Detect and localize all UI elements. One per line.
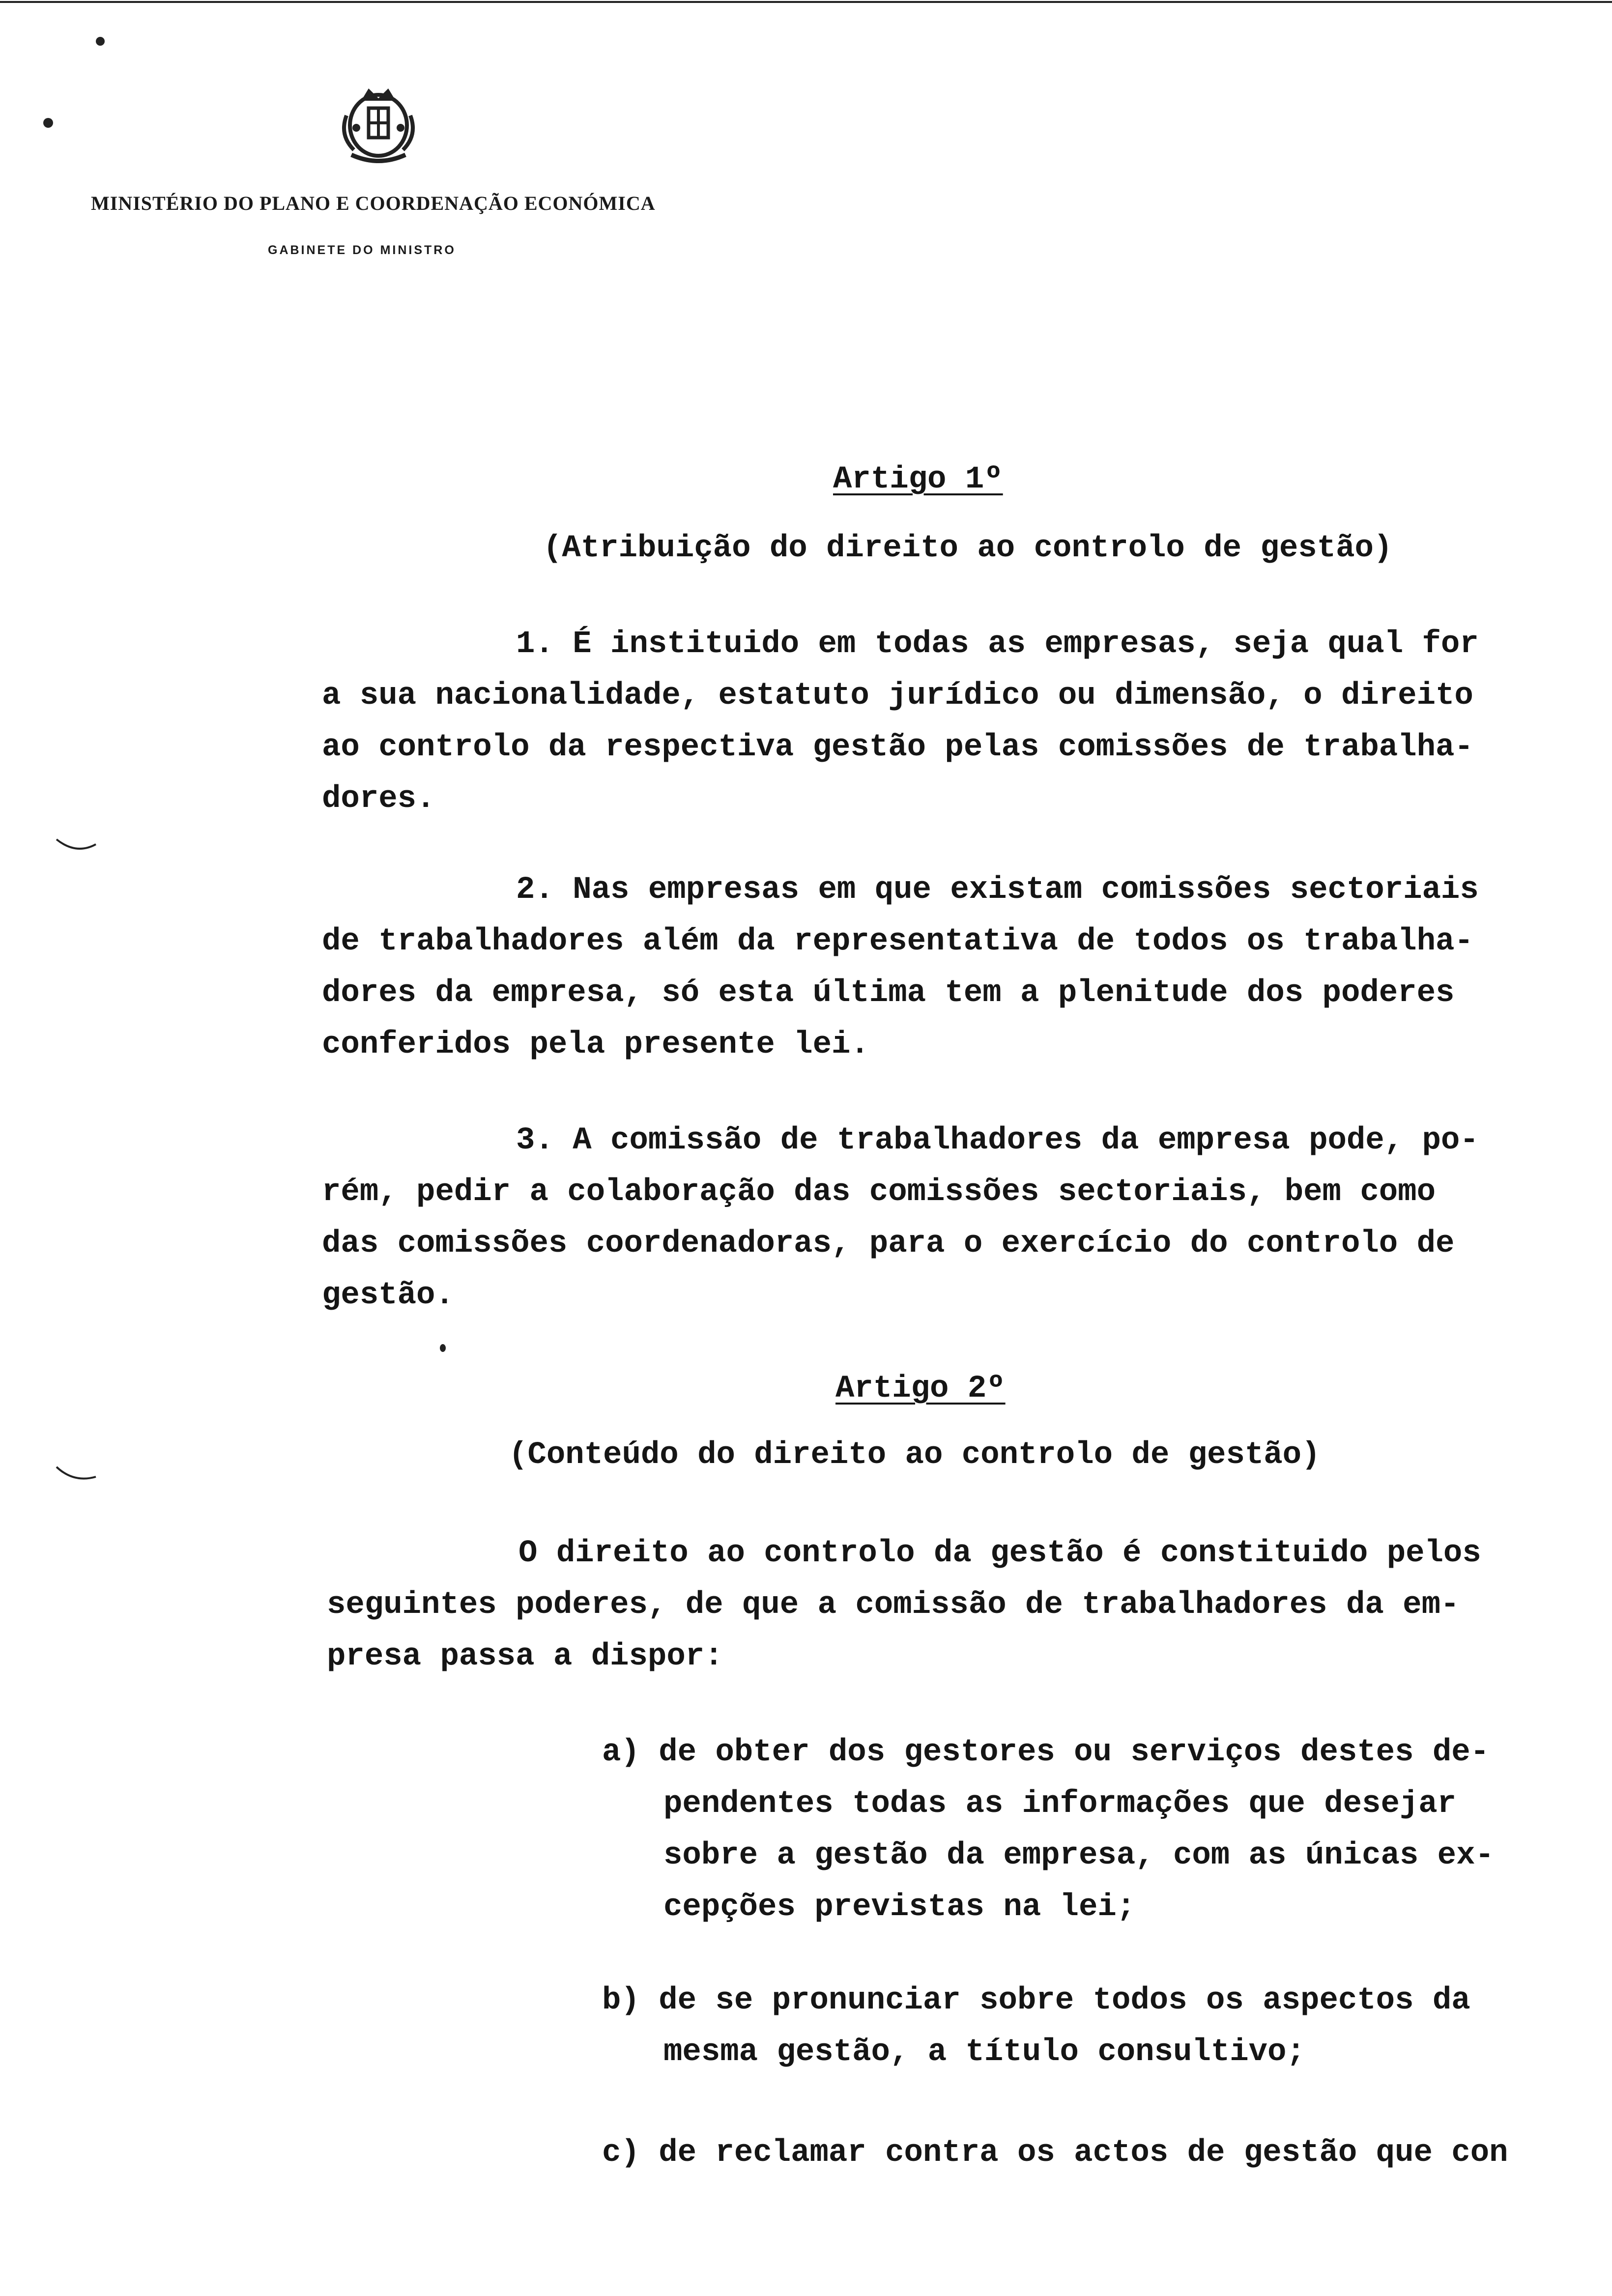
top-rule (0, 1, 1612, 3)
article-1-para-2-line-2: de trabalhadores além da representativa de todos os trabalha- (322, 924, 1473, 959)
cabinet-name: GABINETE DO MINISTRO (268, 243, 456, 257)
article-1-para-2-line-4: conferidos pela presente lei. (322, 1027, 869, 1062)
item-a-line-2: pendentes todas as informações que desejar (663, 1786, 1457, 1822)
speck-left (43, 118, 53, 128)
item-a-line-3: sobre a gestão da empresa, com as únicas ex- (663, 1838, 1494, 1873)
item-a-line-4: cepções previstas na lei; (663, 1890, 1136, 1925)
article-1-para-3-line-3: das comissões coordenadoras, para o exercício do controlo de (322, 1226, 1455, 1262)
article-1-para-1-line-2: a sua nacionalidade, estatuto jurídico ou dimensão, o direito (322, 678, 1473, 714)
coat-of-arms-icon (332, 81, 425, 165)
ministry-name: MINISTÉRIO DO PLANO E COORDENAÇÃO ECONÓMICA (91, 192, 656, 214)
article-1-subtitle: (Atribuição do direito ao controlo de gestão) (543, 531, 1393, 566)
article-2-intro-line-1: O direito ao controlo da gestão é constituido pelos (518, 1536, 1481, 1571)
punch-mark-lower (54, 1464, 98, 1484)
article-2-intro-line-3: presa passa a dispor: (327, 1639, 723, 1674)
article-2-subtitle: (Conteúdo do direito ao controlo de gestão) (509, 1437, 1321, 1473)
article-1-para-3-line-2: rém, pedir a colaboração das comissões sectoriais, bem como (322, 1175, 1436, 1210)
article-1-heading: Artigo 1º (833, 462, 1003, 497)
article-1-para-1-line-3: ao controlo da respectiva gestão pelas comissões de trabalha- (322, 730, 1473, 765)
article-1-para-3-line-4: gestão. (322, 1278, 454, 1313)
article-1-para-2-line-1: 2. Nas empresas em que existam comissões sectoriais (516, 872, 1479, 908)
article-2-intro-line-2: seguintes poderes, de que a comissão de trabalhadores da em- (327, 1587, 1460, 1623)
article-1-para-2-line-3: dores da empresa, só esta última tem a plenitude dos poderes (322, 976, 1455, 1011)
item-c-line-1: c) de reclamar contra os actos de gestão que con (602, 2135, 1508, 2171)
item-b-line-1: b) de se pronunciar sobre todos os aspectos da (602, 1983, 1470, 2018)
article-1-para-1-line-4: dores. (322, 781, 435, 817)
item-b-line-2: mesma gestão, a título consultivo; (663, 2035, 1305, 2070)
article-2-heading: Artigo 2º (835, 1371, 1006, 1406)
punch-mark-upper (54, 835, 98, 855)
article-1-para-3-line-1: 3. A comissão de trabalhadores da empresa pode, po- (516, 1123, 1479, 1158)
speck-top (96, 37, 105, 46)
speck-mid (440, 1344, 446, 1352)
item-a-line-1: a) de obter dos gestores ou serviços destes de- (602, 1735, 1490, 1770)
article-1-para-1-line-1: 1. É instituido em todas as empresas, seja qual for (516, 627, 1479, 662)
